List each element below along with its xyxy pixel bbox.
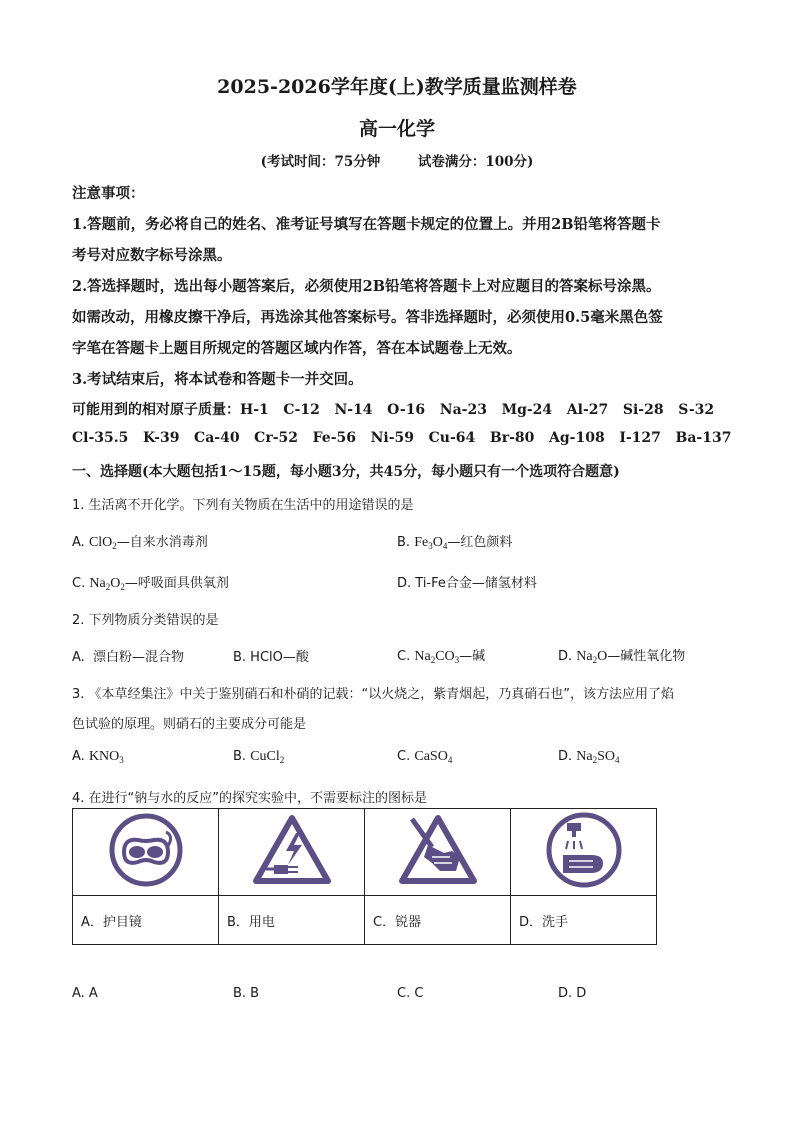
q1-option-c[interactable] xyxy=(72,572,229,592)
notice-item2-line1: 2.答选择题时，选出每小题答案后，必须使用2B铅笔将答题卡上对应题目的答案标号涂黑。 xyxy=(72,278,661,295)
option-letter: C. xyxy=(72,576,86,591)
exam-info: (考试时间：75分钟 试卷满分：100分) xyxy=(260,154,534,170)
section1-heading: 一、选择题(本大题包括1～15题，每小题3分，共45分，每小题只有一个选项符合题意) xyxy=(72,464,620,480)
option-text: —碱性氧化物 xyxy=(607,649,686,664)
q1-option-b[interactable] xyxy=(397,531,512,551)
safety-icon-table xyxy=(72,808,657,945)
q3-option-c[interactable] xyxy=(397,749,452,765)
q4-option-c[interactable]: C. C xyxy=(397,986,424,1001)
label-electricity: B．用电 xyxy=(219,896,365,945)
q2-stem: 2. 下列物质分类错误的是 xyxy=(72,613,219,628)
formula: CuCl$_2$ xyxy=(250,749,285,765)
option-letter: C. xyxy=(397,649,411,664)
q4-stem: 4. 在进行“钠与水的反应”的探究实验中，不需要标注的图标是 xyxy=(72,791,428,806)
q2-option-a[interactable]: A. 漂白粉—混合物 xyxy=(72,650,185,665)
electricity-icon xyxy=(252,813,332,887)
formula: $Na_2O_2$ xyxy=(89,576,125,592)
atomic-mass-line2: Cl-35.5 K-39 Ca-40 Cr-52 Fe-56 Ni-59 Cu-64 Br-80 Ag-108 I-127 Ba-137 xyxy=(72,430,732,446)
electricity-cell xyxy=(219,809,365,896)
formula: $Na_2CO_3$ xyxy=(414,649,460,665)
q4-option-d[interactable]: D. D xyxy=(558,986,587,1001)
formula: $Na_2SO_4$ xyxy=(576,749,620,765)
option-letter: D. xyxy=(558,749,573,764)
q1-option-a[interactable] xyxy=(72,531,208,551)
formula: ClO$_2$ xyxy=(88,535,117,551)
q2-option-c[interactable] xyxy=(397,645,485,665)
option-letter: A. xyxy=(72,749,85,764)
notice-item2-line3: 字笔在答题卡上题目所规定的答题区域内作答，答在本试题卷上无效。 xyxy=(72,340,522,357)
option-letter: D. xyxy=(558,649,573,664)
hand-wash-cell xyxy=(511,809,657,896)
notice-item1-line1: 1.答题前，务必将自己的姓名、准考证号填写在答题卡规定的位置上。并用2B铅笔将答题卡 xyxy=(72,216,661,233)
atomic-mass-line1: 可能用到的相对原子质量：H-1 C-12 N-14 O-16 Na-23 Mg-24 Al-27 Si-28 S-32 xyxy=(72,402,715,418)
q1-option-d[interactable]: D. Ti-Fe合金—储氢材料 xyxy=(397,576,537,591)
goggles-icon xyxy=(108,812,184,888)
formula: CaSO$_4$ xyxy=(414,749,453,765)
label-sharp-object: C．锐器 xyxy=(365,896,511,945)
q3-stem-line2: 色试验的原理。则硝石的主要成分可能是 xyxy=(72,717,307,732)
option-text: —红色颜料 xyxy=(447,535,513,550)
option-letter: C. xyxy=(397,749,411,764)
q4-option-a[interactable]: A. A xyxy=(72,986,98,1001)
formula: $Na_2O$ xyxy=(576,649,608,665)
label-goggles: A．护目镜 xyxy=(73,896,219,945)
option-text: —碱 xyxy=(459,649,486,664)
q4-option-b[interactable]: B. B xyxy=(233,986,260,1001)
formula: $Fe_3O_4$ xyxy=(414,535,448,551)
q3-option-b[interactable] xyxy=(233,749,284,765)
notice-heading: 注意事项： xyxy=(72,185,145,202)
q3-option-a[interactable] xyxy=(72,749,124,765)
q3-option-d[interactable] xyxy=(558,749,620,765)
option-letter: A. xyxy=(72,535,85,550)
notice-item1-line2: 考号对应数字标号涂黑。 xyxy=(72,247,232,264)
goggles-cell xyxy=(73,809,219,896)
option-text: —呼吸面具供氧剂 xyxy=(124,576,229,591)
notice-item2-line2: 如需改动，用橡皮擦干净后，再选涂其他答案标号。答非选择题时，必须使用0.5毫米黑色签 xyxy=(72,309,663,326)
q2-option-d[interactable] xyxy=(558,645,685,665)
q2-option-b[interactable]: B. HClO—酸 xyxy=(233,650,309,665)
option-letter: B. xyxy=(233,749,247,764)
subject-title: 高一化学 xyxy=(358,118,435,140)
option-letter: B. xyxy=(397,535,411,550)
sharp-object-cell xyxy=(365,809,511,896)
q1-stem: 1. 生活离不开化学。下列有关物质在生活中的用途错误的是 xyxy=(72,498,414,513)
label-hand-wash: D．洗手 xyxy=(511,896,657,945)
q3-stem-line1: 3. 《本草经集注》中关于鉴别硝石和朴硝的记载：“以火烧之，紫青烟起，乃真硝石也”，该方法应用了焰 xyxy=(72,687,675,702)
exam-title: 2025-2026学年度(上)教学质量监测样卷 xyxy=(217,76,577,98)
sharp-object-icon xyxy=(398,813,478,887)
hand-wash-icon xyxy=(545,811,623,889)
notice-item3: 3.考试结束后，将本试卷和答题卡一并交回。 xyxy=(72,371,363,388)
option-text: —自来水消毒剂 xyxy=(116,535,208,550)
formula: $KNO_3$ xyxy=(88,749,124,765)
